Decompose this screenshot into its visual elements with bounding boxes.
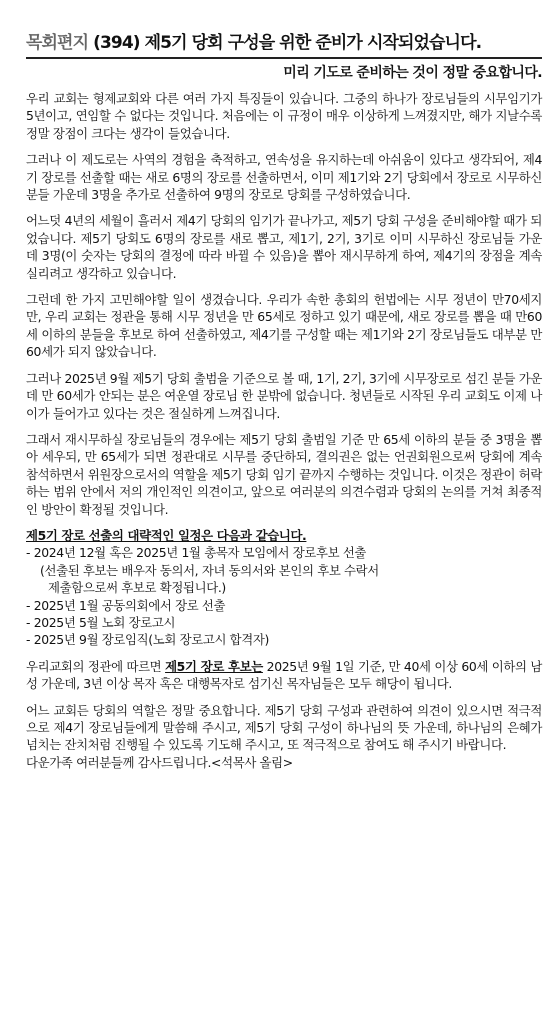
eligibility-highlight: 제5기 장로 후보는 — [165, 658, 263, 674]
page-subtitle: 미리 기도로 준비하는 것이 정말 중요합니다. — [283, 65, 542, 81]
closing-text: 어느 교회든 당회의 역할은 정말 중요합니다. 제5기 당회 구성과 관련하여 의견이 있으시면 적극적으로 제4기 장로님들에게 말씀해 주시고, 제5기 당회 구성이 하나님의 뜻 가운데, 하나님의 은혜가 넘치는 잔치처럼 진행될 수 있도록 기도해 주시고, 또 적극적으로 참여도 해 주시기 바랍니다. — [26, 702, 542, 753]
schedule-list — [26, 544, 542, 648]
title-divider — [26, 57, 542, 59]
body-paragraph: 그래서 재시무하실 장로님들의 경우에는 제5기 당회 출범일 기준 만 65세 이하의 분들 중 3명을 뽑아 세우되, 만 65세가 되면 정관대로 시무를 중단하되, 결의권은 없는 언권회원으로써 당회에 계속 참석하면서 위원장으로서의 역할을 제5기 당회 임기 끝까지 수행하는 것입니다. 이것은 정관이 허락하는 범위 안에서 저의 개인적인 의견이고, 앞으로 여러분의 의견수렴과 당회의 논의를 거쳐 최종적인 방안이 확정될 것입니다. — [26, 431, 542, 517]
schedule-item-note: 제출함으로써 후보로 확정됩니다.) — [48, 580, 226, 596]
eligibility-text-after: 2025년 9월 1일 기준, 만 40세 이상 60세 이하의 남성 가운데, 3년 이상 목자 혹은 대행목자로 섬기신 목자님들은 모두 해당이 됩니다. — [26, 658, 542, 692]
body-paragraph: 그러나 2025년 9월 제5기 당회 출범을 기준으로 볼 때, 1기, 2기, 3기에 시무장로로 섬긴 분들 가운데 만 60세가 안되는 분은 여운열 장로님 한 분밖에 없습니다. 청년들로 시작된 우리 교회도 이제 나이가 들어가고 있다는 것은 절실하게 느껴집니다. — [26, 370, 542, 421]
body-paragraph: 그러나 이 제도로는 사역의 경험을 축적하고, 연속성을 유지하는데 아쉬움이 있다고 생각되어, 제4기 장로를 선출할 때는 새로 6명의 장로를 선출하면서, 이미 제1기와 2기 당회에서 장로로 시무하신 분들 가운데 3명을 추가로 선출하여 9명의 장로로 당회를 구성하였습니다. — [26, 152, 542, 203]
body-paragraph: 그런데 한 가지 고민해야할 일이 생겼습니다. 우리가 속한 총회의 헌법에는 시무 정년이 만70세지만, 우리 교회는 정관을 통해 시무 정년을 만 65세로 정하고 있기 때문에, 새로 장로를 뽑을 때 만60세 이하의 분들을 후보로 하여 선출하였고, 제4기를 구성할 때는 제1기와 2기 장로님들도 대부분 만 60세가 되지 않았습니다. — [26, 292, 542, 360]
schedule-item: - 2025년 5월 노회 장로고시 — [26, 614, 176, 630]
schedule-item: - 2025년 9월 장로임직(노회 장로고시 합격자) — [26, 632, 269, 648]
body-paragraph: 어느덧 4년의 세월이 흘러서 제4기 당회의 임기가 끝나가고, 제5기 당회 구성을 준비해야할 때가 되었습니다. 제5기 당회도 6명의 장로를 새로 뽑고, 제1기, 2기, 3기로 이미 시무하신 장로님들 가운데 3명(이 숫자는 당회의 결정에 따라 바뀔 수 있음)을 뽑아 재시무하게 하여, 제4기의 장점을 계속 실리려고 생각하고 있습니다. — [26, 213, 542, 281]
letter-body — [26, 90, 542, 771]
closing-paragraph — [26, 702, 542, 772]
schedule-heading: 제5기 장로 선출의 대략적인 일정은 다음과 같습니다. — [26, 527, 307, 543]
schedule-item: - 2025년 1월 공동의회에서 장로 선출 — [26, 597, 226, 613]
title-series-label: 목회편지 — [26, 33, 89, 53]
body-paragraph: 우리 교회는 형제교회와 다른 여러 가지 특징들이 있습니다. 그중의 하나가 장로님들의 시무임기가 5년이고, 연임할 수 없다는 것입니다. 처음에는 이 규정이 매우 이상하게 느껴졌지만, 해가 지날수록 정말 장점이 크다는 생각이 들었습니다. — [26, 91, 542, 141]
schedule-item-note: (선출된 후보는 배우자 동의서, 자녀 동의서와 본인의 후보 수락서 — [40, 562, 379, 578]
schedule-item: - 2024년 12월 혹은 2025년 1월 총목자 모임에서 장로후보 선출 — [26, 545, 367, 561]
title-text: (394) 제5기 당회 구성을 위한 준비가 시작되었습니다. — [88, 33, 482, 53]
eligibility-paragraph — [26, 658, 542, 693]
page-title — [26, 32, 542, 54]
signoff-text: 다운가족 여러분들께 감사드립니다.<석목사 올림> — [26, 754, 293, 770]
eligibility-text-before: 우리교회의 정관에 따르면 — [26, 658, 166, 674]
